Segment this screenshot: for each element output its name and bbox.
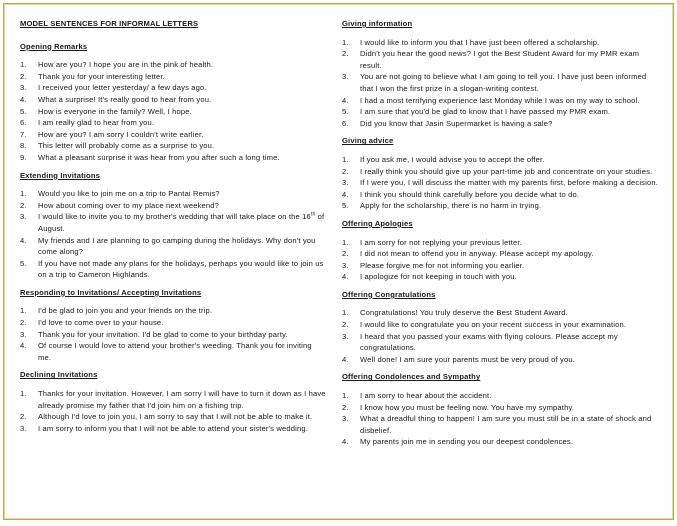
item-text: I am sorry to inform you that I will not be able to attend your sister's wedding. (38, 423, 308, 433)
item-text: Congratulations! You truly deserve the Best Student Award. (360, 308, 568, 318)
item-number: 4. (342, 272, 349, 282)
item-number: 4. (20, 235, 27, 245)
list-item (342, 402, 660, 414)
item-number: 8. (20, 141, 27, 151)
item-text: Didn't you hear the good news? I got the Best Student Award for my PMR exam result. (360, 49, 640, 70)
item-number: 5. (20, 258, 27, 268)
list-item (20, 211, 326, 234)
list-item (342, 166, 660, 178)
item-number: 1. (20, 189, 27, 199)
list-item (342, 95, 660, 107)
item-text: How are you? I am sorry I couldn't write earlier. (38, 129, 204, 139)
list-item (342, 436, 660, 448)
section-extending-invitations (20, 170, 326, 281)
item-number: 3. (342, 260, 349, 270)
list-item (342, 271, 660, 283)
list-item (342, 177, 660, 189)
item-number: 4. (342, 354, 349, 364)
document-title: MODEL SENTENCES FOR INFORMAL LETTERS (20, 19, 199, 28)
list-item (342, 106, 660, 118)
item-text: If you ask me, I would advise you to accept the offer. (360, 154, 545, 164)
item-number: 1. (342, 391, 349, 401)
item-text: I am sorry to hear about the accident. (360, 391, 492, 401)
item-text: My friends and I are planning to go camping during the holidays. Why don't you come along? (38, 235, 316, 257)
item-text: How is everyone in the family? Well, I hope. (38, 106, 192, 116)
list-item (20, 59, 326, 71)
item-text: I received your letter yesterday/ a few days ago. (38, 83, 207, 93)
item-text: Well done! I am sure your parents must be very proud of you. (360, 354, 575, 364)
list-item (20, 152, 326, 164)
list-item (342, 413, 660, 436)
item-text: Although I'd love to join you, I am sorry to say that I will not be able to make it. (38, 412, 313, 422)
item-number: 4. (342, 189, 349, 199)
section-heading: Extending Invitations (20, 170, 100, 180)
item-number: 4. (20, 341, 27, 351)
item-text: I'd be glad to join you and your friends on the trip. (38, 306, 213, 316)
section-heading: Giving information (342, 19, 413, 28)
section-declining-invitations (20, 369, 326, 434)
item-number: 1. (342, 37, 349, 47)
list-item (20, 305, 326, 317)
item-text: I had a most terrifying experience last Monday while I was on my way to school. (360, 95, 640, 105)
item-number: 3. (342, 72, 349, 82)
item-number: 1. (342, 308, 349, 318)
list-item (342, 71, 660, 94)
list-item (20, 200, 326, 212)
item-number: 4. (20, 94, 27, 104)
list-item (342, 37, 660, 49)
sentence-list (20, 59, 326, 163)
list-item (20, 423, 326, 435)
document-page (3, 3, 674, 520)
item-number: 4. (342, 437, 349, 447)
section-heading: Offering Congratulations (342, 289, 436, 299)
list-item (342, 390, 660, 402)
item-text: Thank you for your invitation. I'd be glad to come to your birthday party. (38, 329, 288, 339)
item-text: What a surprise! It's really good to hear from you. (38, 94, 212, 104)
item-text: I know how you must be feeling now. You have my sympathy. (360, 402, 575, 412)
item-number: 2. (342, 402, 349, 412)
sentence-list (342, 390, 660, 448)
item-number: 6. (20, 118, 27, 128)
item-text: I think you should think carefully before you decide what to do. (360, 189, 580, 199)
item-text: I am sorry for not replying your previous letter. (360, 237, 522, 247)
list-item (342, 154, 660, 166)
item-number: 1. (20, 389, 27, 399)
list-item (20, 71, 326, 83)
item-text: I heard that you passed your exams with flying colours. Please accept my congratulations. (360, 331, 618, 353)
list-item (342, 189, 660, 201)
section-heading: Declining Invitations (20, 370, 98, 380)
item-text: I did not mean to offend you in anyway. Please accept my apology. (360, 249, 594, 259)
list-item (20, 411, 326, 423)
item-text: What a dreadful thing to happen! I am sure you must still be in a state of shock and disbelief. (360, 414, 652, 435)
section-offering-apologies (342, 218, 660, 283)
section-responding-to-invitations-accepting-invitations (20, 287, 326, 364)
list-item (20, 94, 326, 106)
list-item (20, 188, 326, 200)
section-offering-congratulations (342, 289, 660, 366)
item-number: 2. (20, 200, 27, 210)
list-item (342, 237, 660, 249)
item-text: This letter will probably come as a surprise to you. (38, 141, 215, 151)
sentence-list (342, 237, 660, 283)
list-item (20, 317, 326, 329)
list-item (342, 260, 660, 272)
item-text: I'd love to come over to your house. (38, 318, 164, 328)
list-item (20, 235, 326, 258)
item-number: 2. (342, 166, 349, 176)
item-text: Please forgive me for not informing you earlier. (360, 260, 525, 270)
section-giving-information (342, 18, 660, 129)
item-number: 2. (20, 71, 27, 81)
section-heading: Responding to Invitations/ Accepting Invitations (20, 287, 202, 297)
item-text: You are not going to believe what I am going to tell you. I have just been informed that I won the first prize in a slogan-writing contest. (360, 72, 647, 93)
sentence-list (342, 154, 660, 212)
item-text: I really think you should give up your part-time job and concentrate on your studies. (360, 166, 653, 176)
item-text: If you have not made any plans for the holidays, perhaps you would like to join us on a trip to Cameron Highlands. (38, 258, 324, 280)
list-item (20, 82, 326, 94)
item-number: 3. (20, 212, 27, 222)
item-number: 2. (342, 49, 349, 59)
item-text: Thanks for your invitation. However, I am sorry I will have to turn it down as I have already promise my father that I'd join him on a fishing trip. (38, 389, 326, 410)
list-item (20, 329, 326, 341)
left-column (20, 18, 326, 440)
item-text: If I were you, I will discuss the matter with my parents first, before making a decision. (360, 178, 658, 188)
list-item (20, 340, 326, 363)
item-number: 3. (342, 414, 349, 424)
sentence-list (342, 307, 660, 365)
item-number: 3. (20, 83, 27, 93)
sentence-list (20, 188, 326, 281)
list-item (342, 118, 660, 130)
item-number: 3. (342, 178, 349, 188)
section-heading: Offering Apologies (342, 218, 413, 228)
list-item (20, 388, 326, 411)
item-number: 2. (342, 249, 349, 259)
item-text: Apply for the scholarship, there is no harm in trying. (360, 201, 542, 211)
list-item (20, 140, 326, 152)
item-number: 5. (20, 106, 27, 116)
list-item (20, 129, 326, 141)
item-text: Did you know that Jasin Supermarket is having a sale? (360, 118, 553, 128)
item-number: 5. (342, 107, 349, 117)
item-number: 1. (20, 306, 27, 316)
section-opening-remarks (20, 41, 326, 164)
section-heading: Offering Condolences and Sympathy (342, 372, 481, 382)
item-number: 1. (342, 237, 349, 247)
item-number: 3. (20, 329, 27, 339)
sentence-list (342, 37, 660, 130)
section-heading: Opening Remarks (20, 41, 88, 51)
item-text: What a pleasant surprise it was hear from you after such a long time. (38, 152, 280, 162)
item-number: 7. (20, 129, 27, 139)
item-number: 5. (342, 201, 349, 211)
right-column (342, 18, 660, 454)
list-item (342, 307, 660, 319)
list-item (342, 248, 660, 260)
list-item (342, 48, 660, 71)
item-number: 9. (20, 152, 27, 162)
item-text: Would you like to join me on a trip to Pantai Remis? (38, 189, 220, 199)
list-item (20, 117, 326, 129)
item-number: 1. (342, 154, 349, 164)
sentence-list (20, 388, 326, 434)
item-text: How are you? I hope you are in the pink of health. (38, 60, 214, 70)
item-number: 1. (20, 60, 27, 70)
item-text: How about coming over to my place next weekend? (38, 200, 220, 210)
list-item (342, 200, 660, 212)
item-text: Thank you for your interesting letter. (38, 71, 165, 81)
item-number: 2. (342, 320, 349, 330)
list-item (342, 331, 660, 354)
item-text: I apologize for not keeping in touch with you. (360, 272, 517, 282)
item-number: 2. (20, 318, 27, 328)
item-number: 4. (342, 95, 349, 105)
sentence-list (20, 305, 326, 363)
list-item (342, 319, 660, 331)
section-giving-advice (342, 135, 660, 212)
item-number: 2. (20, 412, 27, 422)
list-item (342, 354, 660, 366)
item-text: I am sure that you'd be glad to know that I have passed my PMR exam. (360, 107, 611, 117)
item-text: I am really glad to hear from you. (38, 118, 155, 128)
item-text: My parents join me in sending you our deepest condolences. (360, 437, 574, 447)
item-text: I would like to inform you that I have just been offered a scholarship. (360, 37, 600, 47)
list-item (20, 258, 326, 281)
item-number: 3. (342, 331, 349, 341)
item-number: 3. (20, 423, 27, 433)
section-offering-condolences-and-sympathy (342, 371, 660, 448)
item-text: I would like to invite you to my brother's wedding that will take place on the 16th of August. (38, 211, 325, 233)
item-text: I would like to congratulate you on your recent success in your examination. (360, 320, 627, 330)
list-item (20, 106, 326, 118)
section-heading: Giving advice (342, 136, 394, 146)
item-number: 6. (342, 118, 349, 128)
item-text: Of course I would love to attend your brother's weeding. Thank you for inviting me. (38, 341, 312, 362)
